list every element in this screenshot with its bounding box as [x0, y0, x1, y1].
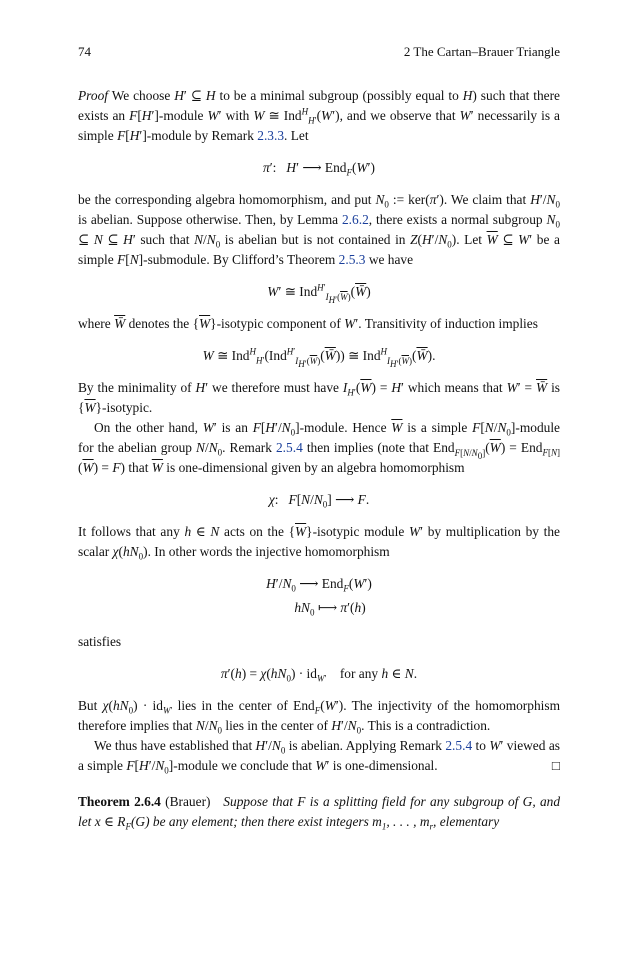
proof-paragraph-8: But $\chi(hN_0) \cdot id_{W'}$ lies in the center of End$_F$(W′). The injectivity of the homomorphism therefore implies that $N/N_0$ lies in the center of $H'/N_0$. This is a contradiction.: [78, 698, 561, 736]
ref-remark-2-5-4-b[interactable]: 2.5.4: [445, 738, 473, 753]
theorem-label: Theorem 2.6.4: [78, 794, 161, 809]
page-number: 74: [78, 44, 91, 59]
proof-paragraph-5: On the other hand, W′ is an $F[H'/N_0]$-module. Hence $\overline{W}$ is a simple $F[N/N_0]$-module for the abelian group $N/N_0$. Remark 2.5.4 then implies (note that $End_{F[N/N_0]}(\overline{W}) = End_{F[N]}(\overline{W}) = F$) that $\overline{W}$ is one-dimensional given by an algebra homomorphism: [78, 420, 560, 475]
proof-paragraph-6: It follows that any h ∈ N acts on the $\{\overline{W}\}$-isotypic module W′ by multiplication by the scalar $\chi(hN_0)$. In other words the injective homomorphism: [78, 524, 560, 562]
equation-injective-hom: $H'/N_0$ ⟶ End$_F$(W′) $hN_0$ ⟼ π′(h): [266, 576, 372, 618]
equation-pi-prime: π′: H′ ⟶ End$_F$(W′): [262, 160, 375, 178]
ref-remark-2-3-3[interactable]: 2.3.3: [257, 128, 285, 143]
qed-symbol: □: [551, 758, 560, 773]
proof-paragraph-1: Proof We choose H′ ⊆ H to be a minimal subgroup (possibly equal to H) such that there exists an F[H′]-module W′ with W ≅ Ind$^H_{H'}$(W′), and we observe that W′ necessarily is a simple F[H′]-module by Remark 2.3.3. Let: [78, 88, 560, 143]
chapter-title: 2 The Cartan–Brauer Triangle: [403, 44, 560, 59]
proof-paragraph-3: where W̄ denotes the $\{\overline{W}\}$-isotypic component of W′. Transitivity of induction implies: [78, 316, 538, 331]
equation-clifford: W′ ≅ Ind$^{H'}_{I_{H'}(\overline{W})}$(W̄): [267, 282, 371, 305]
equation-pi-h: $\pi'(h) = \chi(hN_0) \cdot id_{W'}$ for any h ∈ N.: [220, 666, 418, 684]
proof-paragraph-4: By the minimality of H′ we therefore must have $I_{H'}(\overline{W}) = H'$ which means that W′ = W̄ is $\{\overline{W}\}$-isotypic.: [78, 380, 561, 415]
proof-paragraph-7: satisfies: [78, 634, 122, 649]
ref-remark-2-5-4-a[interactable]: 2.5.4: [275, 440, 303, 455]
proof-paragraph-2: be the corresponding algebra homomorphism, and put $N_0$ := ker(π′). We claim that $H'/N_0$ is abelian. Suppose otherwise. Then, by Lemma 2.6.2, there exists a normal subgroup $N_0$ ⊆ N ⊆ H′ such that $N/N_0$ is abelian but is not contained in $Z(H'/N_0)$. Let $\overline{W}$ ⊆ W′ be a simple F[N]-submodule. By Clifford’s Theorem 2.5.3 we have: [78, 192, 560, 267]
equation-chi: χ: $F[N/N_0]$ ⟶ F.: [268, 492, 370, 510]
proof-paragraph-9: We thus have established that $H'/N_0$ is abelian. Applying Remark 2.5.4 to W′ viewed as a simple $F[H'/N_0]$-module we conclude that W′ is one-dimensional. □: [78, 738, 560, 776]
ref-theorem-2-5-3[interactable]: 2.5.3: [338, 252, 366, 267]
proof-label: Proof: [78, 88, 109, 103]
main-text: [78, 86, 560, 845]
theorem-2-6-4: Theorem 2.6.4 (Brauer) Suppose that F is a splitting field for any subgroup of G, and let x ∈ $R_F(G)$ be any element; then there exist integers $m_1$, . . . , $m_r$, elementary: [78, 794, 561, 832]
ref-lemma-2-6-2[interactable]: 2.6.2: [341, 212, 369, 227]
theorem-attribution: (Brauer): [165, 794, 211, 809]
equation-transitivity: W ≅ Ind$^H_{H'}$(Ind$^{H'}_{I_{H'}(\overline{W})}$(W̄)) ≅ Ind$^H_{I_{H'}(\overline{W})}$(W̄).: [202, 346, 436, 369]
running-header: [78, 44, 560, 64]
